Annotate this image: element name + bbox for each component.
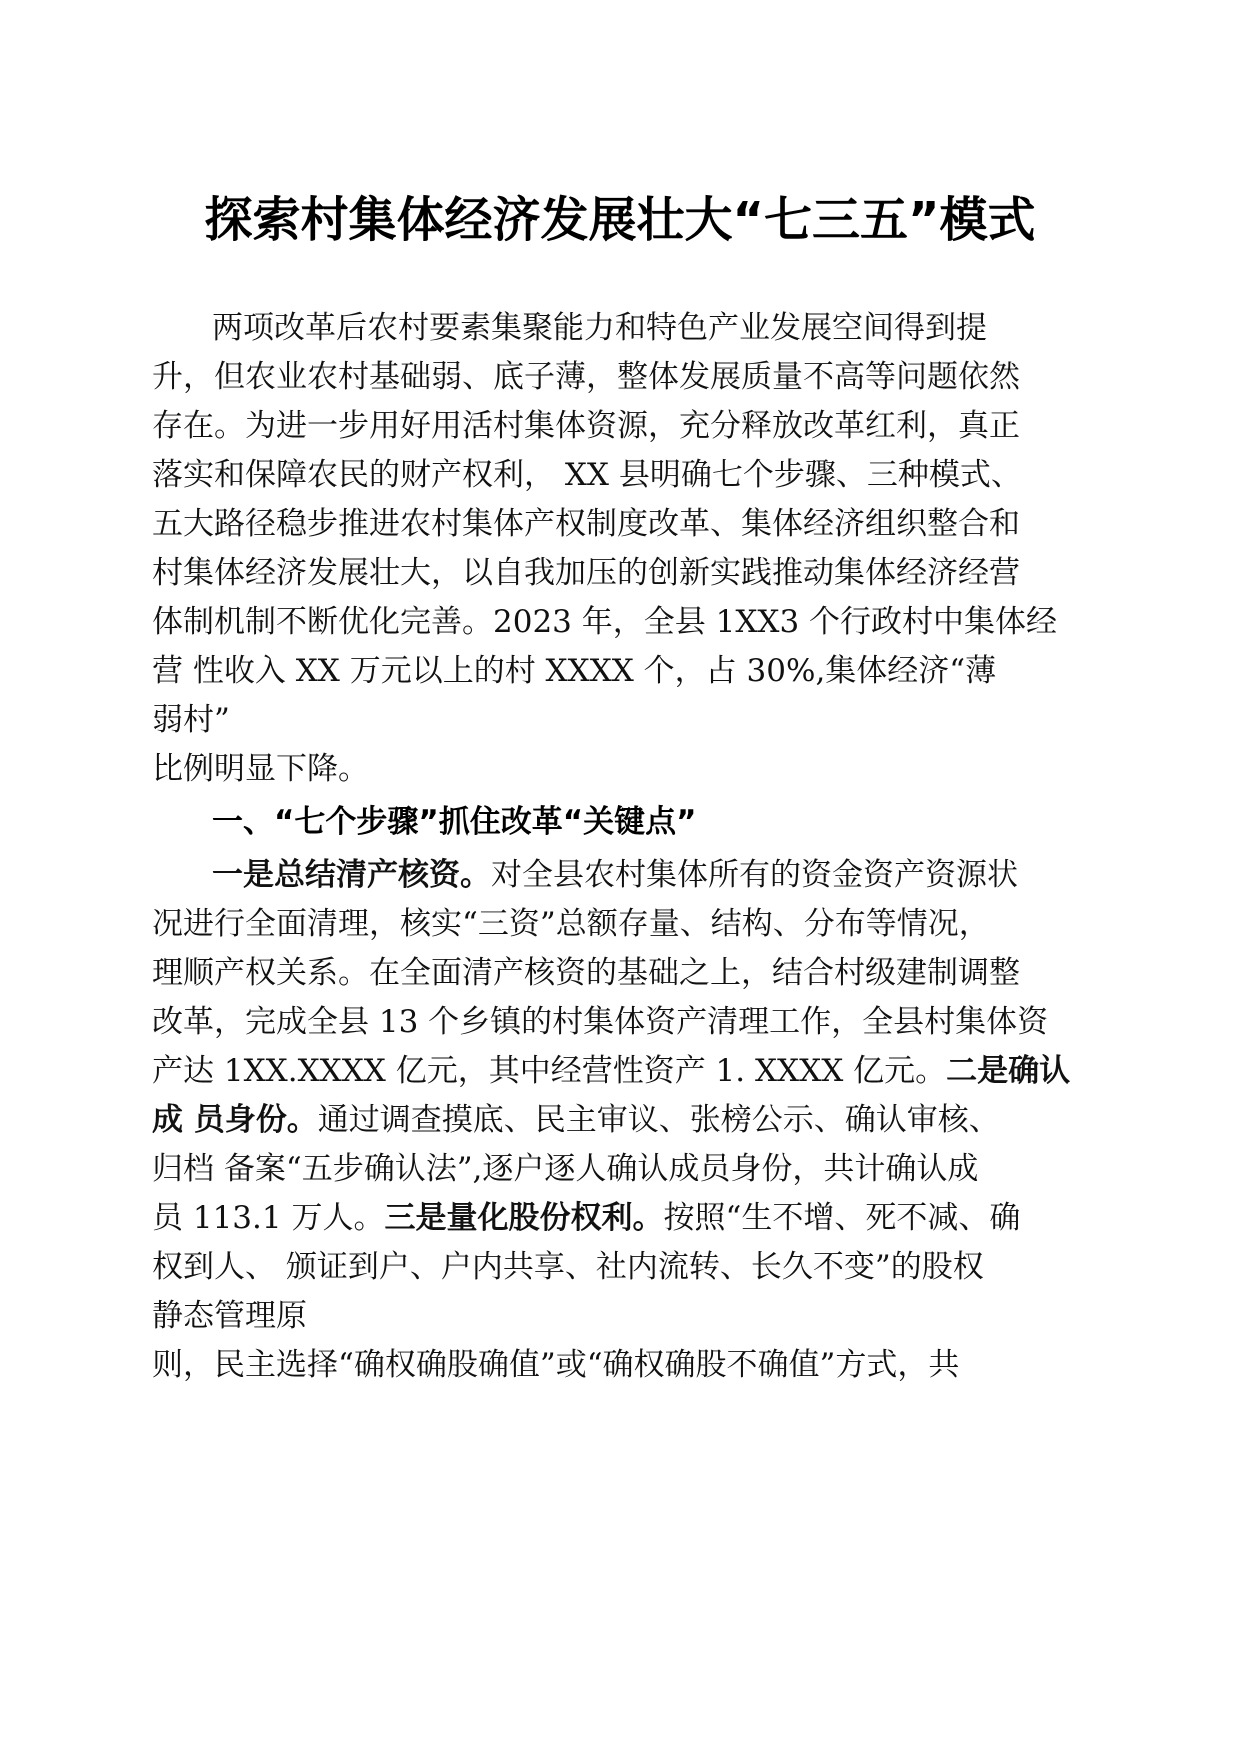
paragraph-line: 理顺产权关系。在全面清产核资的基础之上，结合村级建制调整 <box>152 955 1020 991</box>
paragraph-text: 通过调查摸底、民主审议、张榜公示、确认审核、 <box>317 1102 1000 1138</box>
paragraph-text: 按照“生不增、死不减、确 <box>663 1200 1021 1236</box>
section-heading: 一、“七个步骤”抓住改革“关键点” <box>212 804 697 840</box>
intro-line: 存在。为进一步用好用活村集体资源，充分释放改革红利，真正 <box>152 408 1020 444</box>
paragraph-line: 权到人、 颁证到户、户内共享、社内流转、长久不变”的股权 <box>152 1249 984 1285</box>
intro-line: 比例明显下降。 <box>152 751 369 787</box>
paragraph-line <box>212 855 1018 895</box>
intro-line: 村集体经济发展壮大，以自我加压的创新实践推动集体经济经营 <box>152 555 1020 591</box>
paragraph-line: 静态管理原 <box>152 1298 307 1334</box>
step-label: 二是确认 <box>946 1053 1071 1089</box>
intro-line: 升，但农业农村基础弱、底子薄，整体发展质量不高等问题依然 <box>152 359 1020 395</box>
paragraph-line: 况进行全面清理，核实“三资”总额存量、结构、分布等情况， <box>152 906 990 942</box>
paragraph-line: 则，民主选择“确权确股确值”或“确权确股不确值”方式，共 <box>152 1347 960 1383</box>
paragraph-text: 员 113.1 万人。 <box>152 1200 385 1236</box>
intro-line: 弱村” <box>152 702 230 738</box>
step-label: 三是量化股份权利。 <box>384 1200 664 1236</box>
intro-line: 五大路径稳步推进农村集体产权制度改革、集体经济组织整合和 <box>152 506 1020 542</box>
paragraph-line: 改革，完成全县 13 个乡镇的村集体资产清理工作，全县村集体资 <box>152 1004 1049 1040</box>
intro-line: 落实和保障农民的财产权利， XX 县明确七个步骤、三种模式、 <box>152 457 1022 493</box>
paragraph-line <box>152 1198 1020 1238</box>
intro-line: 营 性收入 XX 万元以上的村 XXXX 个，占 30%,集体经济“薄 <box>152 653 997 689</box>
intro-line: 两项改革后农村要素集聚能力和特色产业发展空间得到提 <box>212 310 987 346</box>
step-label: 成 员身份。 <box>152 1102 318 1138</box>
paragraph-line: 归档 备案“五步确认法”,逐户逐人确认成员身份，共计确认成 <box>152 1151 979 1187</box>
paragraph-text: 产达 1XX.XXXX 亿元，其中经营性资产 1. XXXX 亿元。 <box>152 1053 947 1089</box>
paragraph-text: 对全县农村集体所有的资金资产资源状 <box>491 857 1018 893</box>
intro-line: 体制机制不断优化完善。2023 年，全县 1XX3 个行政村中集体经 <box>152 604 1058 640</box>
step-label: 一是总结清产核资。 <box>212 857 491 893</box>
paragraph-line <box>152 1051 1070 1091</box>
paragraph-line <box>152 1100 1000 1140</box>
document-title: 探索村集体经济发展壮大“七三五”模式 <box>204 192 1036 248</box>
